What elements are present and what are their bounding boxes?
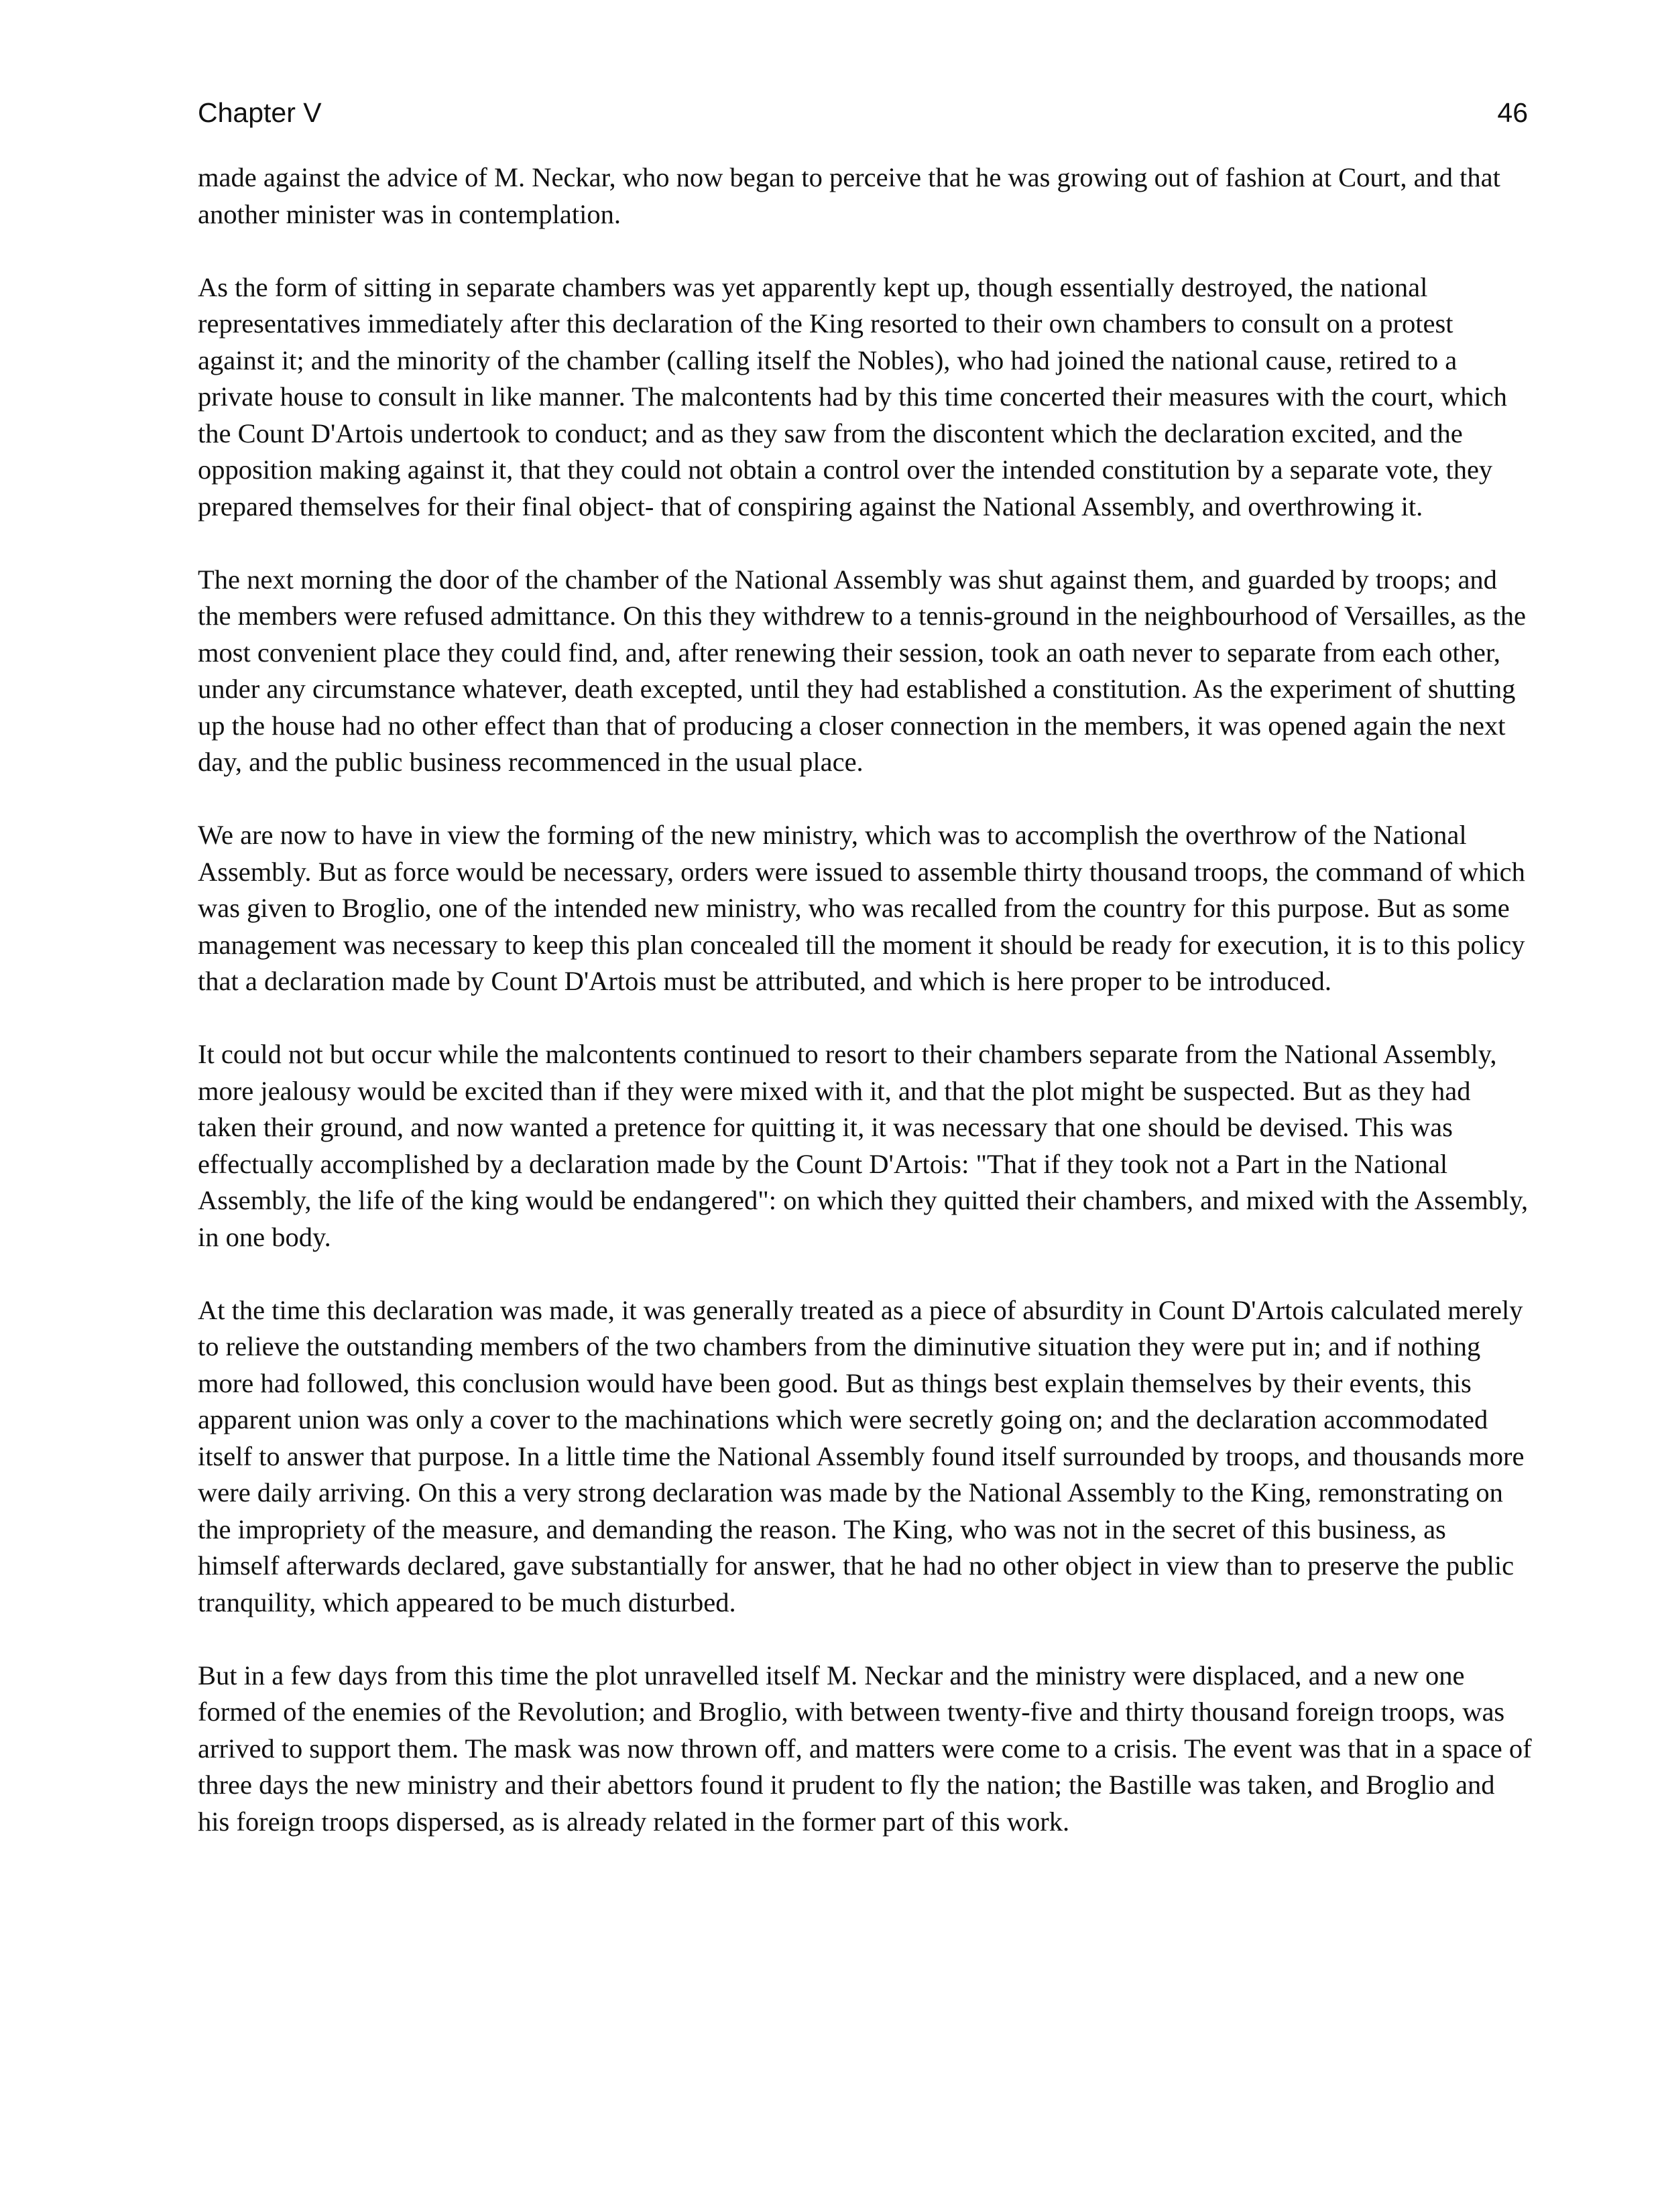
paragraph: But in a few days from this time the plot unravelled itself M. Neckar and the ministry were displaced, and a new one formed of the enemies of the Revolution; and Broglio, with between twenty-five and thirty thousand foreign troops, was arrived to support them. The mask was now thrown off, and matters were come to a crisis. The event was that in a space of three days the new ministry and their abettors found it prudent to fly the nation; the Bastille was taken, and Broglio and his foreign troops dispersed, as is already related in the former part of this work. xyxy=(198,1660,1532,1837)
paragraph: We are now to have in view the forming of the new ministry, which was to accomplish the overthrow of the National Assembly. But as force would be necessary, orders were issued to assemble thirty thousand troops, the command of which was given to Broglio, one of the intended new ministry, who was recalled from the country for this purpose. But as some management was necessary to keep this plan concealed till the moment it should be ready for execution, it is to this policy that a declaration made by Count D'Artois must be attributed, and which is here proper to be introduced. xyxy=(198,820,1525,996)
paragraph: It could not but occur while the malcontents continued to resort to their chambers separate from the National Assembly, more jealousy would be excited than if they were mixed with it, and that the plot might be suspected. But as they had taken their ground, and now wanted a pretence for quitting it, it was necessary that one should be devised. This was effectually accomplished by a declaration made by the Count D'Artois: "That if they took not a Part in the National Assembly, the life of the king would be endangered": on which they quitted their chambers, and mixed with the Assembly, in one body. xyxy=(198,1039,1529,1252)
paragraph: As the form of sitting in separate chambers was yet apparently kept up, though essentially destroyed, the national representatives immediately after this declaration of the King resorted to their own chambers to consult on a protest against it; and the minority of the chamber (calling itself the Nobles), who had joined the national cause, retired to a private house to consult in like manner. The malcontents had by this time concerted their measures with the court, which the Count D'Artois undertook to conduct; and as they saw from the discontent which the declaration excited, and the opposition making against it, that they could not obtain a control over the intended constitution by a separate vote, they prepared themselves for their final object- that of conspiring against the National Assembly, and overthrowing it. xyxy=(198,271,1507,521)
page-header xyxy=(198,99,1528,139)
paragraph: The next morning the door of the chamber of the National Assembly was shut against them, and guarded by troops; and the members were refused admittance. On this they withdrew to a tennis-ground in the neighbourhood of Versailles, as the most convenient place they could find, and, after renewing their session, took an oath never to separate from each other, under any circumstance whatever, death excepted, until they had established a constitution. As the experiment of shutting up the house had no other effect than that of producing a closer connection in the members, it was opened again the next day, and the public business recommenced in the usual place. xyxy=(198,564,1526,777)
page-number: 46 xyxy=(1497,97,1528,128)
chapter-title: Chapter V xyxy=(198,97,322,128)
paragraph: At the time this declaration was made, it was generally treated as a piece of absurdity in Count D'Artois calculated merely to relieve the outstanding members of the two chambers from the diminutive situation they were put in; and if nothing more had followed, this conclusion would have been good. But as things best explain themselves by their events, this apparent union was only a cover to the machinations which were secretly going on; and the declaration accommodated itself to answer that purpose. In a little time the National Assembly found itself surrounded by troops, and thousands more were daily arriving. On this a very strong declaration was made by the National Assembly to the King, remonstrating on the impropriety of the measure, and demanding the reason. The King, who was not in the secret of this business, as himself afterwards declared, gave substantially for answer, that he had no other object in view than to preserve the public tranquility, which appeared to be much disturbed. xyxy=(198,1294,1525,1617)
body-text xyxy=(198,160,1532,1877)
paragraph: made against the advice of M. Neckar, who now began to perceive that he was growing out of fashion at Court, and that another minister was in contemplation. xyxy=(198,162,1500,229)
